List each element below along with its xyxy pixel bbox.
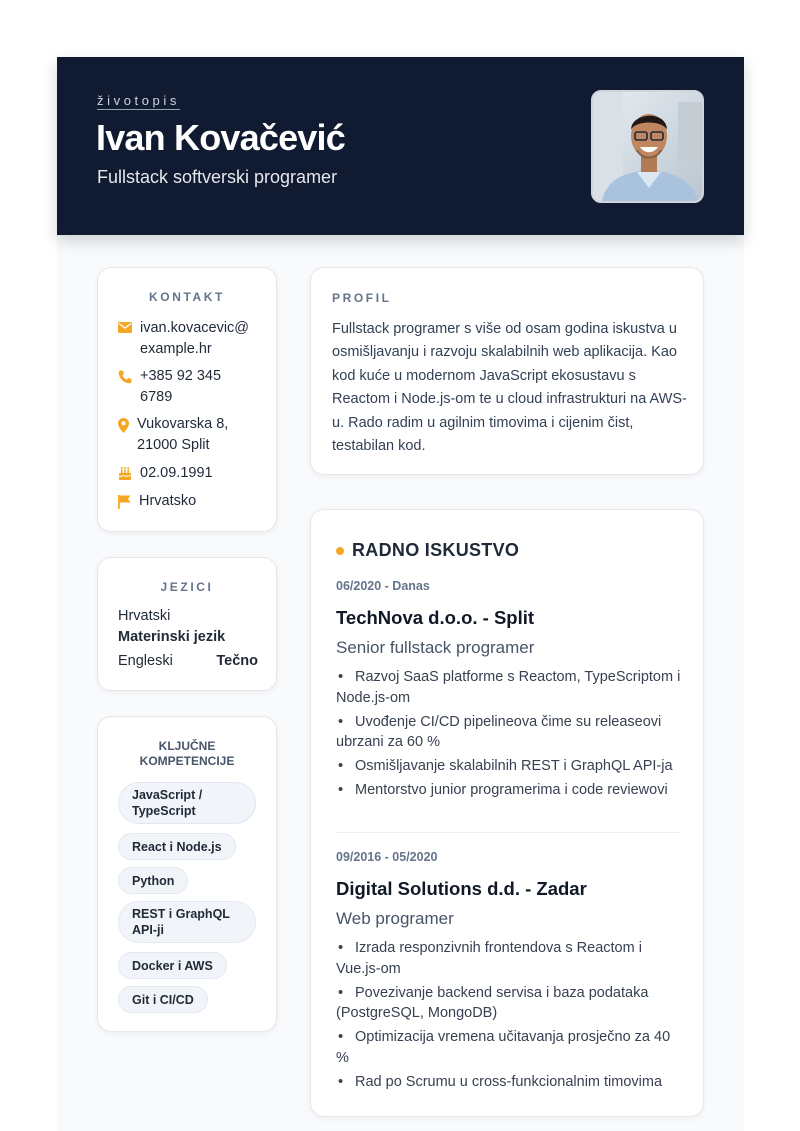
birthday-cake-icon — [118, 463, 140, 484]
location-pin-icon — [118, 414, 137, 456]
contact-address — [118, 414, 228, 456]
profile-title: PROFIL — [332, 291, 392, 305]
contact-country — [118, 491, 196, 512]
job-bullet: • Osmišljavanje skalabilnih REST i GraphQL API-ja — [336, 756, 686, 777]
job-bullet: • Optimizacija vremena učitavanja prosječno za 40 % — [336, 1027, 686, 1068]
person-name: Ivan Kovačević — [96, 117, 345, 158]
job-bullet: • Izrada responzivnih frontendova s Reactom i Vue.js-om — [336, 938, 686, 979]
job-company: Digital Solutions d.d. - Zadar — [336, 878, 587, 899]
job-bullet: • Povezivanje backend servisa i baza podataka (PostgreSQL, MongoDB) — [336, 983, 686, 1024]
experience-title: RADNO ISKUSTVO — [352, 540, 520, 560]
document-label: životopis — [97, 93, 180, 108]
header — [57, 57, 744, 235]
contact-line: 02.09.1991 — [140, 465, 213, 481]
job-bullets — [336, 938, 686, 1096]
profile-card — [310, 267, 704, 475]
experience-heading — [336, 540, 519, 561]
job-bullet: • Razvoj SaaS platforme s Reactom, TypeScriptom i Node.js-om — [336, 667, 686, 708]
contact-title: KONTAKT — [149, 290, 225, 304]
skills-title: KLJUČNE KOMPETENCIJE — [139, 739, 235, 768]
language-item — [118, 651, 258, 672]
profile-photo — [591, 90, 704, 203]
contact-line: example.hr — [140, 341, 212, 357]
job-bullet: • Mentorstvo junior programerima i code reviewovi — [336, 780, 686, 801]
phone-icon — [118, 366, 140, 408]
job-bullets — [336, 667, 686, 804]
skills-card — [97, 716, 277, 1032]
portrait-image — [593, 92, 704, 203]
job-dates: 09/2016 - 05/2020 — [336, 850, 438, 864]
language-name: Hrvatski — [118, 608, 171, 624]
job-bullet: • Rad po Scrumu u cross-funkcionalnim timovima — [336, 1072, 686, 1093]
contact-line: +385 92 345 — [140, 368, 222, 384]
contact-line: ivan.kovacevic@ — [140, 320, 250, 336]
job-bullet: • Uvođenje CI/CD pipelineova čime su releaseovi ubrzani za 60 % — [336, 712, 686, 753]
skill-chip: REST i GraphQL API-ji — [118, 901, 256, 943]
contact-birthdate — [118, 463, 213, 484]
skill-chip: JavaScript / TypeScript — [118, 782, 256, 824]
languages-title: JEZICI — [160, 580, 214, 594]
skill-chip: React i Node.js — [118, 833, 236, 860]
bullet-dot-icon — [336, 547, 344, 555]
profile-summary: Fullstack programer s više od osam godina iskustva u osmišljavanju i razvoju skalabilnih web aplikacija. Kao kod kuće u modernom JavaScript ekosustavu s Reactom i Node.js-om te u cloud infrastrukturi na AWS-u. Rado radim u agilnim timovima i cijenim čist, testabilan kod. — [332, 321, 687, 455]
experience-card — [310, 509, 704, 1117]
language-item — [118, 606, 225, 648]
language-level: Tečno — [216, 653, 258, 669]
skill-chip: Docker i AWS — [118, 952, 227, 979]
contact-email — [118, 318, 249, 360]
languages-card — [97, 557, 277, 691]
envelope-icon — [118, 318, 140, 360]
contact-phone — [118, 366, 221, 408]
flag-icon — [118, 491, 139, 512]
contact-line: Vukovarska 8, — [137, 416, 229, 432]
job-dates: 06/2020 - Danas — [336, 579, 430, 593]
contact-line: 21000 Split — [137, 437, 210, 453]
job-company: TechNova d.o.o. - Split — [336, 607, 535, 628]
language-level: Materinski jezik — [118, 629, 226, 645]
job-divider — [336, 832, 681, 833]
job-title: Fullstack softverski programer — [97, 167, 338, 187]
contact-card — [97, 267, 277, 532]
job-role: Senior fullstack programer — [336, 638, 535, 657]
contact-line: 6789 — [140, 389, 173, 405]
language-name: Engleski — [118, 653, 173, 669]
contact-line: Hrvatsko — [139, 493, 197, 509]
skill-chip: Python — [118, 867, 188, 894]
job-role: Web programer — [336, 909, 454, 928]
skill-chip: Git i CI/CD — [118, 986, 208, 1013]
